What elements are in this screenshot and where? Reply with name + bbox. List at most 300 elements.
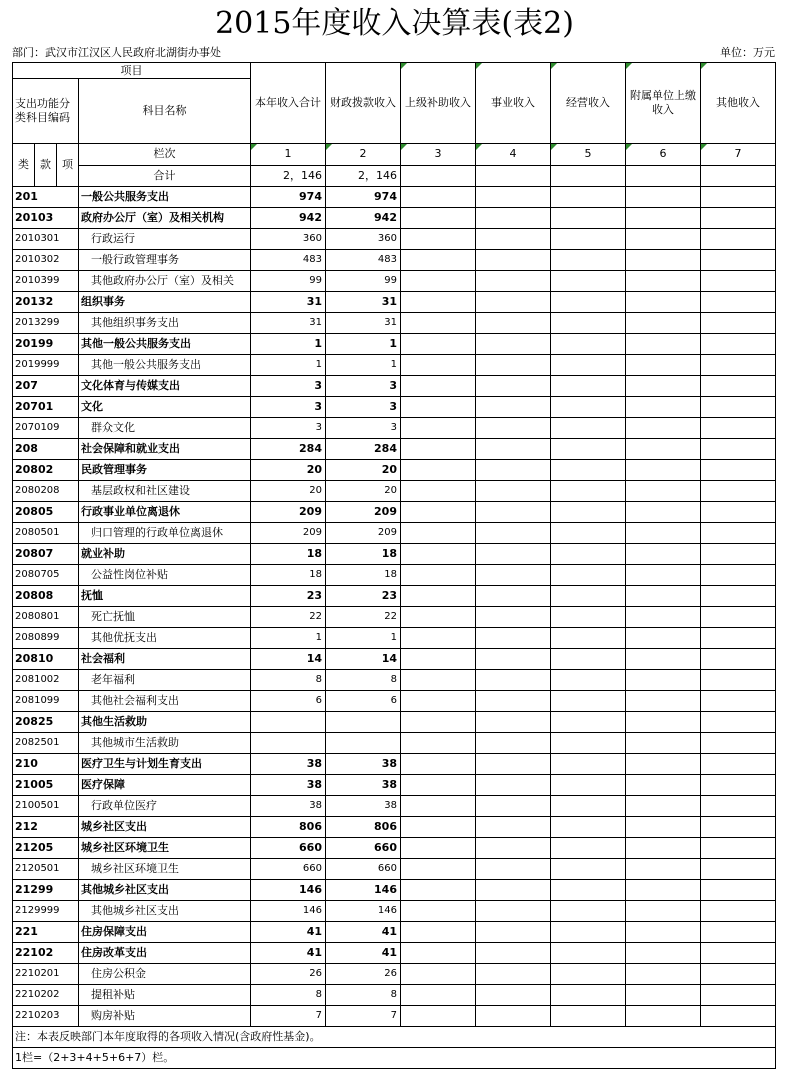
row-value-col-5 bbox=[551, 670, 626, 691]
table-row bbox=[13, 586, 776, 607]
row-value-col-2: 209 bbox=[326, 523, 401, 544]
row-value-col-5 bbox=[551, 712, 626, 733]
row-value-col-6 bbox=[626, 334, 701, 355]
row-value-col-7 bbox=[701, 292, 776, 313]
row-value-col-6 bbox=[626, 607, 701, 628]
total-col-2: 2，146 bbox=[326, 165, 401, 187]
row-name: 公益性岗位补贴 bbox=[79, 565, 251, 586]
row-value-col-3 bbox=[401, 670, 476, 691]
row-code: 2080208 bbox=[13, 481, 79, 502]
row-value-col-4 bbox=[476, 922, 551, 943]
table-row bbox=[13, 208, 776, 229]
total-col-3 bbox=[401, 165, 476, 187]
row-value-col-1: 22 bbox=[251, 607, 326, 628]
row-code: 2210203 bbox=[13, 1006, 79, 1027]
row-value-col-5 bbox=[551, 586, 626, 607]
row-value-col-1: 20 bbox=[251, 481, 326, 502]
table-row bbox=[13, 397, 776, 418]
table-row bbox=[13, 229, 776, 250]
note-row bbox=[13, 1048, 776, 1069]
row-value-col-6 bbox=[626, 586, 701, 607]
table-row bbox=[13, 733, 776, 754]
row-value-col-6 bbox=[626, 985, 701, 1006]
table-row bbox=[13, 565, 776, 586]
row-name: 行政单位医疗 bbox=[79, 796, 251, 817]
total-col-4 bbox=[476, 165, 551, 187]
row-code: 207 bbox=[13, 376, 79, 397]
row-value-col-1: 284 bbox=[251, 439, 326, 460]
row-value-col-5 bbox=[551, 754, 626, 775]
row-value-col-7 bbox=[701, 502, 776, 523]
row-code: 2019999 bbox=[13, 355, 79, 376]
total-label: 合计 bbox=[79, 165, 251, 187]
row-value-col-4 bbox=[476, 271, 551, 292]
row-code: 2100501 bbox=[13, 796, 79, 817]
row-value-col-4 bbox=[476, 880, 551, 901]
table-row bbox=[13, 670, 776, 691]
row-value-col-6 bbox=[626, 838, 701, 859]
table-row bbox=[13, 187, 776, 208]
row-name: 城乡社区环境卫生 bbox=[79, 859, 251, 880]
row-value-col-1: 3 bbox=[251, 418, 326, 439]
row-name: 其他一般公共服务支出 bbox=[79, 334, 251, 355]
row-value-col-5 bbox=[551, 481, 626, 502]
row-value-col-7 bbox=[701, 838, 776, 859]
row-value-col-1: 18 bbox=[251, 544, 326, 565]
row-value-col-6 bbox=[626, 271, 701, 292]
row-value-col-3 bbox=[401, 796, 476, 817]
row-value-col-1: 20 bbox=[251, 460, 326, 481]
header-lanci: 栏次 bbox=[79, 144, 251, 166]
row-value-col-7 bbox=[701, 754, 776, 775]
table-row bbox=[13, 712, 776, 733]
total-col-5 bbox=[551, 165, 626, 187]
row-value-col-5 bbox=[551, 649, 626, 670]
row-name: 医疗保障 bbox=[79, 775, 251, 796]
header-lei: 类 bbox=[13, 144, 35, 187]
row-value-col-1: 660 bbox=[251, 838, 326, 859]
row-value-col-5 bbox=[551, 271, 626, 292]
table-row bbox=[13, 523, 776, 544]
row-value-col-1: 360 bbox=[251, 229, 326, 250]
row-value-col-6 bbox=[626, 439, 701, 460]
row-value-col-1: 38 bbox=[251, 796, 326, 817]
row-value-col-5 bbox=[551, 922, 626, 943]
row-value-col-7 bbox=[701, 397, 776, 418]
row-name: 购房补贴 bbox=[79, 1006, 251, 1027]
row-value-col-3 bbox=[401, 754, 476, 775]
header-col-6: 附属单位上缴收入 bbox=[626, 63, 701, 144]
row-name: 社会保障和就业支出 bbox=[79, 439, 251, 460]
row-name: 其他城乡社区支出 bbox=[79, 880, 251, 901]
row-value-col-3 bbox=[401, 649, 476, 670]
row-value-col-2: 31 bbox=[326, 292, 401, 313]
row-code: 2082501 bbox=[13, 733, 79, 754]
row-value-col-7 bbox=[701, 460, 776, 481]
row-value-col-2: 806 bbox=[326, 817, 401, 838]
row-value-col-5 bbox=[551, 313, 626, 334]
row-code: 2080501 bbox=[13, 523, 79, 544]
row-value-col-2: 146 bbox=[326, 901, 401, 922]
table-row bbox=[13, 481, 776, 502]
row-value-col-7 bbox=[701, 376, 776, 397]
row-value-col-4 bbox=[476, 460, 551, 481]
row-value-col-7 bbox=[701, 670, 776, 691]
row-value-col-2: 8 bbox=[326, 670, 401, 691]
row-value-col-2: 23 bbox=[326, 586, 401, 607]
row-value-col-2: 20 bbox=[326, 481, 401, 502]
row-value-col-7 bbox=[701, 250, 776, 271]
row-code: 210 bbox=[13, 754, 79, 775]
header-kuan: 款 bbox=[35, 144, 57, 187]
row-value-col-3 bbox=[401, 187, 476, 208]
row-value-col-3 bbox=[401, 628, 476, 649]
row-value-col-3 bbox=[401, 292, 476, 313]
row-code: 21205 bbox=[13, 838, 79, 859]
row-value-col-3 bbox=[401, 439, 476, 460]
row-name: 一般公共服务支出 bbox=[79, 187, 251, 208]
row-name: 住房保障支出 bbox=[79, 922, 251, 943]
row-value-col-7 bbox=[701, 271, 776, 292]
table-row bbox=[13, 796, 776, 817]
table-row bbox=[13, 313, 776, 334]
table-row bbox=[13, 628, 776, 649]
row-value-col-5 bbox=[551, 439, 626, 460]
row-value-col-1: 660 bbox=[251, 859, 326, 880]
row-value-col-1: 806 bbox=[251, 817, 326, 838]
row-name: 民政管理事务 bbox=[79, 460, 251, 481]
row-value-col-2: 3 bbox=[326, 397, 401, 418]
row-value-col-5 bbox=[551, 565, 626, 586]
col-num-1: 1 bbox=[251, 144, 326, 166]
row-value-col-6 bbox=[626, 1006, 701, 1027]
row-value-col-1: 1 bbox=[251, 628, 326, 649]
row-value-col-6 bbox=[626, 943, 701, 964]
row-value-col-1 bbox=[251, 733, 326, 754]
row-value-col-2: 3 bbox=[326, 376, 401, 397]
row-value-col-4 bbox=[476, 313, 551, 334]
row-value-col-5 bbox=[551, 964, 626, 985]
row-value-col-1: 18 bbox=[251, 565, 326, 586]
row-value-col-7 bbox=[701, 859, 776, 880]
table-row bbox=[13, 607, 776, 628]
row-value-col-2: 1 bbox=[326, 355, 401, 376]
table-row bbox=[13, 292, 776, 313]
row-value-col-1: 41 bbox=[251, 922, 326, 943]
row-code: 2070109 bbox=[13, 418, 79, 439]
row-value-col-5 bbox=[551, 544, 626, 565]
row-value-col-2: 8 bbox=[326, 985, 401, 1006]
row-value-col-5 bbox=[551, 607, 626, 628]
row-value-col-7 bbox=[701, 439, 776, 460]
unit-label: 单位：万元 bbox=[720, 46, 775, 59]
row-value-col-4 bbox=[476, 796, 551, 817]
row-code: 20805 bbox=[13, 502, 79, 523]
row-code: 2081002 bbox=[13, 670, 79, 691]
row-value-col-3 bbox=[401, 964, 476, 985]
row-code: 2080801 bbox=[13, 607, 79, 628]
row-value-col-5 bbox=[551, 1006, 626, 1027]
row-name: 其他城乡社区支出 bbox=[79, 901, 251, 922]
row-code: 2010399 bbox=[13, 271, 79, 292]
row-value-col-2: 38 bbox=[326, 775, 401, 796]
department-label: 部门：武汉市江汉区人民政府北湖街办事处 bbox=[12, 46, 221, 59]
row-value-col-1: 146 bbox=[251, 901, 326, 922]
table-row bbox=[13, 754, 776, 775]
row-value-col-1: 483 bbox=[251, 250, 326, 271]
row-code: 20825 bbox=[13, 712, 79, 733]
row-value-col-3 bbox=[401, 586, 476, 607]
row-value-col-4 bbox=[476, 586, 551, 607]
row-value-col-3 bbox=[401, 397, 476, 418]
row-value-col-7 bbox=[701, 733, 776, 754]
row-value-col-2 bbox=[326, 712, 401, 733]
table-row bbox=[13, 817, 776, 838]
row-value-col-4 bbox=[476, 187, 551, 208]
row-value-col-1: 7 bbox=[251, 1006, 326, 1027]
row-value-col-5 bbox=[551, 334, 626, 355]
table-row bbox=[13, 901, 776, 922]
row-value-col-3 bbox=[401, 481, 476, 502]
row-value-col-3 bbox=[401, 691, 476, 712]
table-row bbox=[13, 775, 776, 796]
row-value-col-2: 146 bbox=[326, 880, 401, 901]
row-code: 221 bbox=[13, 922, 79, 943]
row-value-col-4 bbox=[476, 439, 551, 460]
row-value-col-2: 660 bbox=[326, 838, 401, 859]
row-code: 2010302 bbox=[13, 250, 79, 271]
row-value-col-7 bbox=[701, 796, 776, 817]
row-value-col-6 bbox=[626, 901, 701, 922]
header-item: 项目 bbox=[13, 63, 251, 79]
row-value-col-5 bbox=[551, 292, 626, 313]
row-name: 抚恤 bbox=[79, 586, 251, 607]
row-value-col-4 bbox=[476, 649, 551, 670]
note-row bbox=[13, 1027, 776, 1048]
row-value-col-1: 3 bbox=[251, 397, 326, 418]
row-name: 其他组织事务支出 bbox=[79, 313, 251, 334]
row-value-col-2: 360 bbox=[326, 229, 401, 250]
row-name: 城乡社区支出 bbox=[79, 817, 251, 838]
row-value-col-7 bbox=[701, 229, 776, 250]
row-value-col-3 bbox=[401, 712, 476, 733]
row-value-col-6 bbox=[626, 922, 701, 943]
row-value-col-6 bbox=[626, 208, 701, 229]
row-value-col-7 bbox=[701, 775, 776, 796]
row-value-col-4 bbox=[476, 376, 551, 397]
row-value-col-7 bbox=[701, 922, 776, 943]
row-value-col-5 bbox=[551, 355, 626, 376]
row-code: 2080899 bbox=[13, 628, 79, 649]
row-value-col-1: 14 bbox=[251, 649, 326, 670]
row-value-col-6 bbox=[626, 964, 701, 985]
row-name: 老年福利 bbox=[79, 670, 251, 691]
header-col-1: 本年收入合计 bbox=[251, 63, 326, 144]
row-value-col-3 bbox=[401, 376, 476, 397]
row-value-col-6 bbox=[626, 775, 701, 796]
row-name: 其他政府办公厅（室）及相关 bbox=[79, 271, 251, 292]
row-name: 基层政权和社区建设 bbox=[79, 481, 251, 502]
row-value-col-1: 1 bbox=[251, 355, 326, 376]
row-value-col-6 bbox=[626, 292, 701, 313]
row-value-col-2 bbox=[326, 733, 401, 754]
row-value-col-3 bbox=[401, 733, 476, 754]
table-row bbox=[13, 460, 776, 481]
row-value-col-4 bbox=[476, 817, 551, 838]
table-row bbox=[13, 334, 776, 355]
row-value-col-4 bbox=[476, 292, 551, 313]
row-value-col-1: 942 bbox=[251, 208, 326, 229]
total-col-1: 2，146 bbox=[251, 165, 326, 187]
row-name: 归口管理的行政单位离退休 bbox=[79, 523, 251, 544]
income-table bbox=[12, 62, 776, 1069]
row-code: 20103 bbox=[13, 208, 79, 229]
row-value-col-6 bbox=[626, 229, 701, 250]
row-value-col-7 bbox=[701, 355, 776, 376]
row-value-col-1 bbox=[251, 712, 326, 733]
row-value-col-2: 41 bbox=[326, 943, 401, 964]
row-value-col-5 bbox=[551, 418, 626, 439]
row-code: 20807 bbox=[13, 544, 79, 565]
row-code: 201 bbox=[13, 187, 79, 208]
row-value-col-4 bbox=[476, 943, 551, 964]
row-name: 就业补助 bbox=[79, 544, 251, 565]
row-value-col-6 bbox=[626, 859, 701, 880]
row-value-col-7 bbox=[701, 481, 776, 502]
row-value-col-5 bbox=[551, 733, 626, 754]
row-value-col-1: 146 bbox=[251, 880, 326, 901]
row-value-col-6 bbox=[626, 796, 701, 817]
row-value-col-4 bbox=[476, 901, 551, 922]
row-value-col-2: 26 bbox=[326, 964, 401, 985]
row-value-col-1: 8 bbox=[251, 670, 326, 691]
col-num-5: 5 bbox=[551, 144, 626, 166]
row-value-col-5 bbox=[551, 691, 626, 712]
row-value-col-7 bbox=[701, 586, 776, 607]
row-value-col-1: 31 bbox=[251, 292, 326, 313]
row-value-col-5 bbox=[551, 208, 626, 229]
row-value-col-1: 41 bbox=[251, 943, 326, 964]
row-value-col-1: 38 bbox=[251, 775, 326, 796]
row-value-col-5 bbox=[551, 859, 626, 880]
row-name: 其他生活救助 bbox=[79, 712, 251, 733]
row-value-col-5 bbox=[551, 229, 626, 250]
row-value-col-2: 974 bbox=[326, 187, 401, 208]
row-name: 住房改革支出 bbox=[79, 943, 251, 964]
row-value-col-6 bbox=[626, 523, 701, 544]
row-value-col-5 bbox=[551, 985, 626, 1006]
row-code: 2080705 bbox=[13, 565, 79, 586]
row-value-col-6 bbox=[626, 376, 701, 397]
row-value-col-4 bbox=[476, 712, 551, 733]
row-code: 2210201 bbox=[13, 964, 79, 985]
row-value-col-6 bbox=[626, 817, 701, 838]
page-title: 2015年度收入决算表(表2) bbox=[215, 6, 574, 41]
row-value-col-2: 1 bbox=[326, 628, 401, 649]
row-value-col-4 bbox=[476, 754, 551, 775]
row-value-col-6 bbox=[626, 880, 701, 901]
row-value-col-4 bbox=[476, 418, 551, 439]
row-value-col-5 bbox=[551, 838, 626, 859]
total-col-6 bbox=[626, 165, 701, 187]
row-code: 2120501 bbox=[13, 859, 79, 880]
row-value-col-7 bbox=[701, 985, 776, 1006]
row-value-col-5 bbox=[551, 397, 626, 418]
row-value-col-3 bbox=[401, 880, 476, 901]
table-row bbox=[13, 544, 776, 565]
row-value-col-2: 209 bbox=[326, 502, 401, 523]
row-value-col-4 bbox=[476, 355, 551, 376]
row-value-col-2: 6 bbox=[326, 691, 401, 712]
row-value-col-3 bbox=[401, 250, 476, 271]
row-value-col-3 bbox=[401, 502, 476, 523]
row-value-col-1: 23 bbox=[251, 586, 326, 607]
row-code: 20808 bbox=[13, 586, 79, 607]
row-value-col-2: 38 bbox=[326, 754, 401, 775]
row-value-col-7 bbox=[701, 334, 776, 355]
row-value-col-2: 18 bbox=[326, 565, 401, 586]
row-value-col-6 bbox=[626, 250, 701, 271]
table-row bbox=[13, 922, 776, 943]
row-value-col-6 bbox=[626, 502, 701, 523]
row-code: 22102 bbox=[13, 943, 79, 964]
row-code: 21299 bbox=[13, 880, 79, 901]
row-value-col-6 bbox=[626, 628, 701, 649]
row-value-col-5 bbox=[551, 628, 626, 649]
col-num-3: 3 bbox=[401, 144, 476, 166]
row-value-col-7 bbox=[701, 880, 776, 901]
row-value-col-6 bbox=[626, 481, 701, 502]
row-code: 212 bbox=[13, 817, 79, 838]
row-value-col-4 bbox=[476, 985, 551, 1006]
row-value-col-3 bbox=[401, 775, 476, 796]
row-value-col-7 bbox=[701, 943, 776, 964]
row-value-col-1: 974 bbox=[251, 187, 326, 208]
row-name: 其他一般公共服务支出 bbox=[79, 355, 251, 376]
row-code: 21005 bbox=[13, 775, 79, 796]
row-value-col-7 bbox=[701, 523, 776, 544]
row-value-col-4 bbox=[476, 334, 551, 355]
row-value-col-3 bbox=[401, 859, 476, 880]
row-code: 208 bbox=[13, 439, 79, 460]
row-value-col-3 bbox=[401, 838, 476, 859]
row-value-col-3 bbox=[401, 943, 476, 964]
row-value-col-7 bbox=[701, 712, 776, 733]
row-value-col-3 bbox=[401, 901, 476, 922]
row-value-col-4 bbox=[476, 859, 551, 880]
row-value-col-6 bbox=[626, 187, 701, 208]
row-value-col-6 bbox=[626, 313, 701, 334]
header-xiang: 项 bbox=[57, 144, 79, 187]
col-num-4: 4 bbox=[476, 144, 551, 166]
row-value-col-4 bbox=[476, 964, 551, 985]
row-value-col-5 bbox=[551, 502, 626, 523]
row-value-col-3 bbox=[401, 355, 476, 376]
row-code: 20132 bbox=[13, 292, 79, 313]
row-value-col-2: 14 bbox=[326, 649, 401, 670]
row-value-col-5 bbox=[551, 187, 626, 208]
row-name: 死亡抚恤 bbox=[79, 607, 251, 628]
row-value-col-5 bbox=[551, 523, 626, 544]
row-value-col-4 bbox=[476, 250, 551, 271]
header-col-7: 其他收入 bbox=[701, 63, 776, 144]
row-name: 城乡社区环境卫生 bbox=[79, 838, 251, 859]
table-row bbox=[13, 271, 776, 292]
row-value-col-7 bbox=[701, 607, 776, 628]
row-name: 其他城市生活救助 bbox=[79, 733, 251, 754]
row-value-col-3 bbox=[401, 607, 476, 628]
row-value-col-1: 38 bbox=[251, 754, 326, 775]
